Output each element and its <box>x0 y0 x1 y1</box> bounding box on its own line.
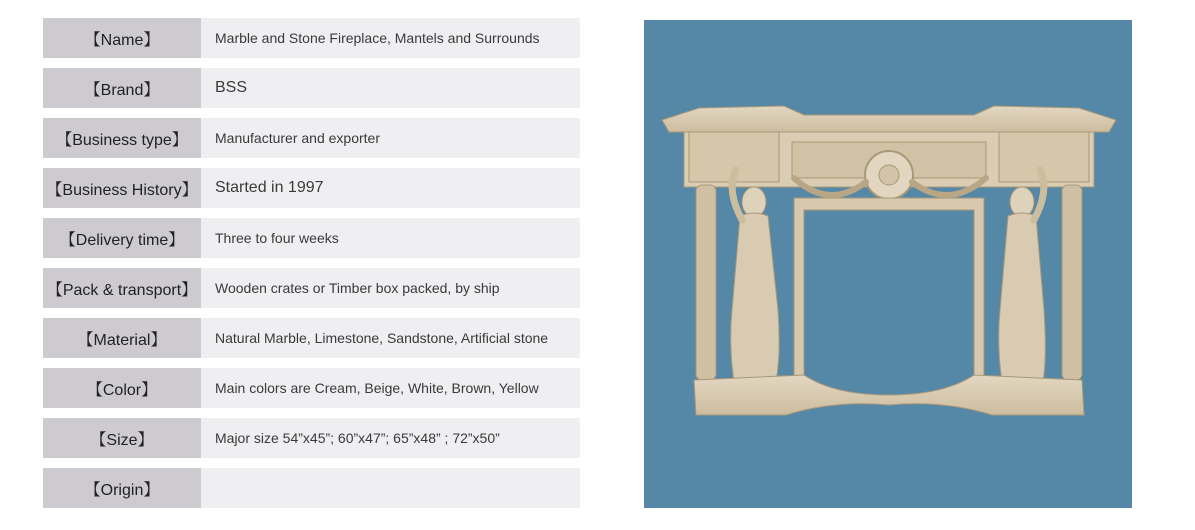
spec-row-color <box>43 368 580 408</box>
hearth-base <box>694 375 1084 415</box>
spec-label: 【Color】 <box>43 368 201 408</box>
spec-value: Marble and Stone Fireplace, Mantels and Surrounds <box>201 18 580 58</box>
spec-value: Manufacturer and exporter <box>201 118 580 158</box>
fireplace-illustration <box>644 20 1132 508</box>
firebox-opening <box>804 210 974 375</box>
column-right <box>1062 185 1082 380</box>
fireplace-product-photo <box>644 20 1132 508</box>
mantel-shelf <box>662 106 1116 132</box>
column-left <box>696 185 716 380</box>
spec-table <box>43 18 580 518</box>
spec-row-business-history <box>43 168 580 208</box>
spec-label: 【Material】 <box>43 318 201 358</box>
spec-value: Three to four weeks <box>201 218 580 258</box>
spec-value: Natural Marble, Limestone, Sandstone, Artificial stone <box>201 318 580 358</box>
spec-row-origin <box>43 468 580 508</box>
spec-row-name <box>43 18 580 58</box>
caryatid-right <box>999 170 1046 395</box>
spec-value <box>201 468 580 508</box>
spec-row-size <box>43 418 580 458</box>
spec-label: 【Name】 <box>43 18 201 58</box>
spec-label: 【Business type】 <box>43 118 201 158</box>
spec-label: 【Brand】 <box>43 68 201 108</box>
spec-value: Major size 54”x45”; 60”x47”; 65”x48” ; 72”x50” <box>201 418 580 458</box>
spec-label: 【Delivery time】 <box>43 218 201 258</box>
spec-value: Wooden crates or Timber box packed, by ship <box>201 268 580 308</box>
spec-value: Started in 1997 <box>201 168 580 208</box>
spec-value: Main colors are Cream, Beige, White, Brown, Yellow <box>201 368 580 408</box>
spec-row-delivery-time <box>43 218 580 258</box>
spec-value: BSS <box>201 68 580 108</box>
spec-label: 【Origin】 <box>43 468 201 508</box>
caryatid-left <box>731 170 779 395</box>
spec-row-material <box>43 318 580 358</box>
spec-row-brand <box>43 68 580 108</box>
spec-row-pack-transport <box>43 268 580 308</box>
spec-label: 【Business History】 <box>43 168 201 208</box>
spec-label: 【Pack & transport】 <box>43 268 201 308</box>
spec-row-business-type <box>43 118 580 158</box>
spec-label: 【Size】 <box>43 418 201 458</box>
